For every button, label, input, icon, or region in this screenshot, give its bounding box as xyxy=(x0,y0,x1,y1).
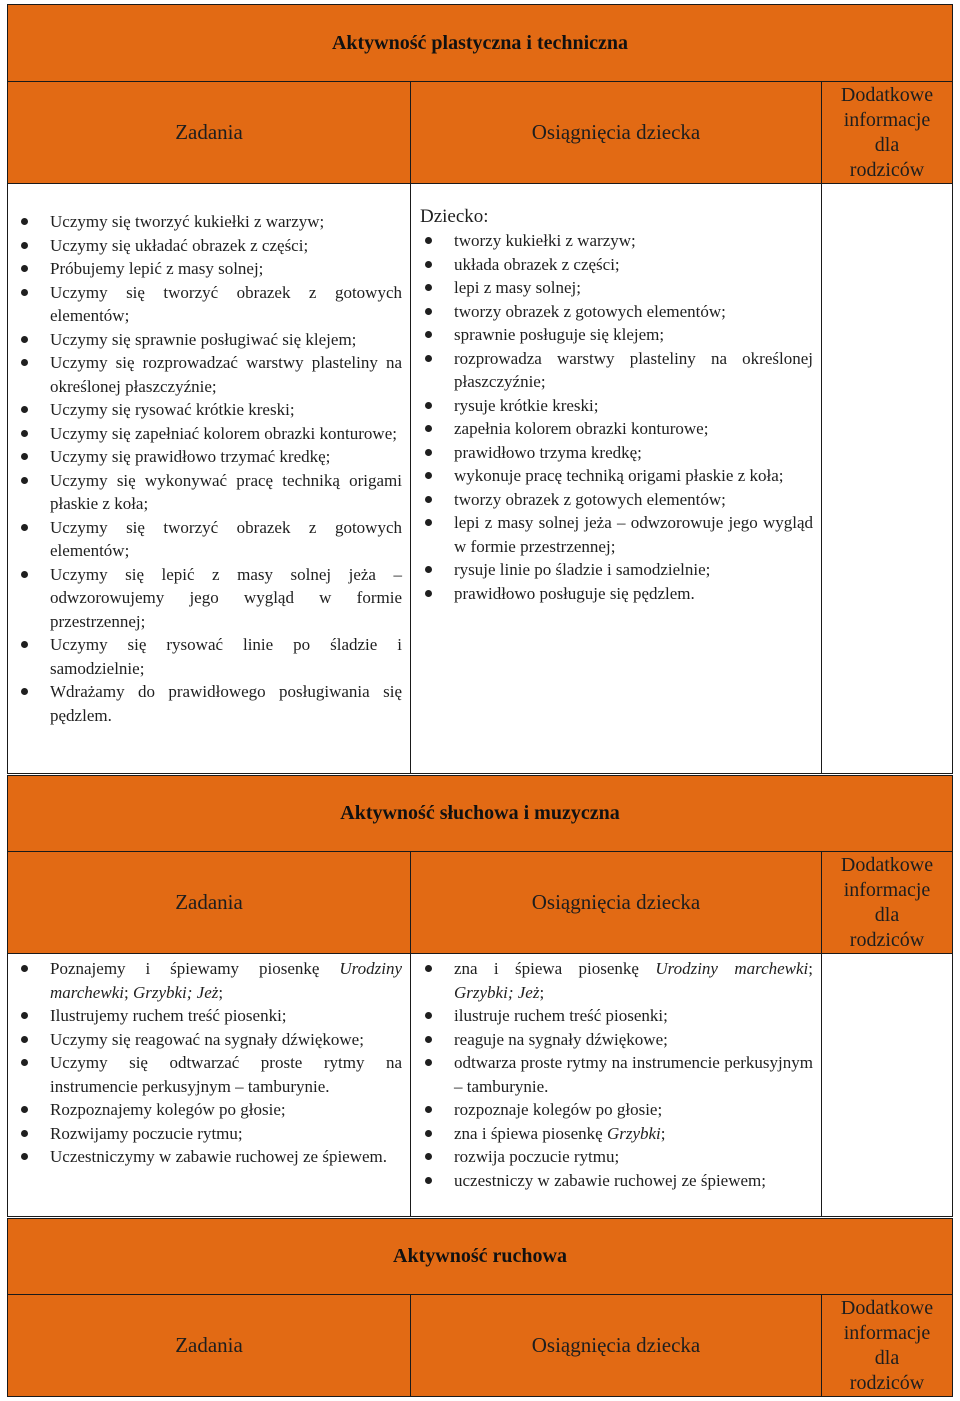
table-border xyxy=(7,773,953,774)
table-border xyxy=(7,851,953,852)
section-title xyxy=(8,776,952,851)
table-border xyxy=(410,1294,411,1397)
extra-cell xyxy=(822,954,952,1216)
header-extra: Dodatkowe informacje dla rodziców xyxy=(822,82,952,183)
section-title-text: Aktywność ruchowa xyxy=(393,1245,567,1267)
header-achievements: Osiągnięcia dziecka xyxy=(411,1295,821,1396)
table-border xyxy=(952,4,953,774)
list-item: tworzy obrazek z gotowych elementów; xyxy=(420,300,813,324)
list-item: Uczymy się lepić z masy solnej jeża – odwzorowujemy jego wygląd w formie przestrzennej; xyxy=(16,563,402,634)
list-item: tworzy kukiełki z warzyw; xyxy=(420,229,813,253)
header-extra: Dodatkowe informacje dla rodziców xyxy=(822,852,952,953)
list-item: układa obrazek z części; xyxy=(420,253,813,277)
achievements-cell xyxy=(411,954,821,1216)
list-item: Wdrażamy do prawidłowego posługiwania się pędzlem. xyxy=(16,680,402,727)
list-item: rozpoznaje kolegów po głosie; xyxy=(420,1098,813,1122)
achievements-cell xyxy=(411,184,821,773)
list-item: Uczymy się układać obrazek z części; xyxy=(16,234,402,258)
list-item: Uczymy się reagować na sygnały dźwiękowe; xyxy=(16,1028,402,1052)
list-item: Uczymy się rysować krótkie kreski; xyxy=(16,398,402,422)
list-item: Uczymy się odtwarzać proste rytmy na instrumencie perkusyjnym – tamburynie. xyxy=(16,1051,402,1098)
list-item: Uczestniczymy w zabawie ruchowej ze śpiewem. xyxy=(16,1145,402,1169)
list-item: Uczymy się rysować linie po śladzie i samodzielnie; xyxy=(16,633,402,680)
header-extra: Dodatkowe informacje dla rodziców xyxy=(822,1295,952,1396)
list-item: Uczymy się tworzyć obrazek z gotowych elementów; xyxy=(16,281,402,328)
header-tasks: Zadania xyxy=(8,852,410,953)
list-item: lepi z masy solnej jeża – odwzorowuje jego wygląd w formie przestrzennej; xyxy=(420,511,813,558)
list-item: rysuje krótkie kreski; xyxy=(420,394,813,418)
list-item: zna i śpiewa piosenkę Urodziny marchewki; Grzybki; Jeż; xyxy=(420,957,813,1004)
table-border xyxy=(7,1218,8,1397)
list-item: Uczymy się wykonywać pracę techniką origami płaskie z koła; xyxy=(16,469,402,516)
tasks-cell xyxy=(8,954,410,1216)
table-border xyxy=(7,775,953,776)
table-border xyxy=(7,1216,953,1217)
list-item: rozprowadza warstwy plasteliny na określonej płaszczyźnie; xyxy=(420,347,813,394)
table-border xyxy=(7,1294,953,1295)
table-border xyxy=(7,4,8,774)
table-border xyxy=(7,183,953,184)
section-title xyxy=(8,1219,952,1294)
table-border xyxy=(821,1294,822,1397)
header-tasks: Zadania xyxy=(8,82,410,183)
list-item: Uczymy się prawidłowo trzymać kredkę; xyxy=(16,445,402,469)
list-item: zapełnia kolorem obrazki konturowe; xyxy=(420,417,813,441)
list-item: rysuje linie po śladzie i samodzielnie; xyxy=(420,558,813,582)
table-border xyxy=(410,851,411,1217)
list-item: odtwarza proste rytmy na instrumencie perkusyjnym – tamburynie. xyxy=(420,1051,813,1098)
tasks-cell xyxy=(8,184,410,773)
list-item: Rozwijamy poczucie rytmu; xyxy=(16,1122,402,1146)
table-border xyxy=(821,81,822,774)
list-item: prawidłowo posługuje się pędzlem. xyxy=(420,582,813,606)
list-item: tworzy obrazek z gotowych elementów; xyxy=(420,488,813,512)
section-title-text: Aktywność słuchowa i muzyczna xyxy=(340,802,620,824)
child-label: Dziecko: xyxy=(420,206,489,227)
list-item: prawidłowo trzyma kredkę; xyxy=(420,441,813,465)
list-item: sprawnie posługuje się klejem; xyxy=(420,323,813,347)
header-achievements: Osiągnięcia dziecka xyxy=(411,852,821,953)
section-title-text: Aktywność plastyczna i techniczna xyxy=(331,31,629,54)
section-title xyxy=(8,5,952,81)
table-border xyxy=(7,1218,953,1219)
list-item: rozwija poczucie rytmu; xyxy=(420,1145,813,1169)
list-item: ilustruje ruchem treść piosenki; xyxy=(420,1004,813,1028)
list-item: Uczymy się sprawnie posługiwać się klejem; xyxy=(16,328,402,352)
list-item: Uczymy się zapełniać kolorem obrazki konturowe; xyxy=(16,422,402,446)
table-border xyxy=(821,851,822,1217)
list-item: Próbujemy lepić z masy solnej; xyxy=(16,257,402,281)
achievements-list xyxy=(420,229,813,605)
list-item: zna i śpiewa piosenkę Grzybki; xyxy=(420,1122,813,1146)
tasks-list xyxy=(16,957,402,1169)
list-item: Rozpoznajemy kolegów po głosie; xyxy=(16,1098,402,1122)
list-item: reaguje na sygnały dźwiękowe; xyxy=(420,1028,813,1052)
table-border xyxy=(7,775,8,1217)
list-item: uczestniczy w zabawie ruchowej ze śpiewem; xyxy=(420,1169,813,1193)
table-border xyxy=(952,775,953,1217)
header-achievements: Osiągnięcia dziecka xyxy=(411,82,821,183)
header-tasks: Zadania xyxy=(8,1295,410,1396)
table-border xyxy=(410,81,411,774)
list-item: Poznajemy i śpiewamy piosenkę Urodziny marchewki; Grzybki; Jeż; xyxy=(16,957,402,1004)
list-item: lepi z masy solnej; xyxy=(420,276,813,300)
list-item: Uczymy się tworzyć obrazek z gotowych elementów; xyxy=(16,516,402,563)
list-item: Uczymy się tworzyć kukiełki z warzyw; xyxy=(16,210,402,234)
list-item: Ilustrujemy ruchem treść piosenki; xyxy=(16,1004,402,1028)
table-border xyxy=(7,4,953,5)
extra-cell xyxy=(822,184,952,773)
list-item: Uczymy się rozprowadzać warstwy plasteliny na określonej płaszczyźnie; xyxy=(16,351,402,398)
table-border xyxy=(7,1396,953,1397)
table-border xyxy=(7,81,953,82)
table-border xyxy=(952,1218,953,1397)
table-border xyxy=(7,953,953,954)
achievements-list xyxy=(420,957,813,1192)
list-item: wykonuje pracę techniką origami płaskie z koła; xyxy=(420,464,813,488)
tasks-list xyxy=(16,210,402,727)
